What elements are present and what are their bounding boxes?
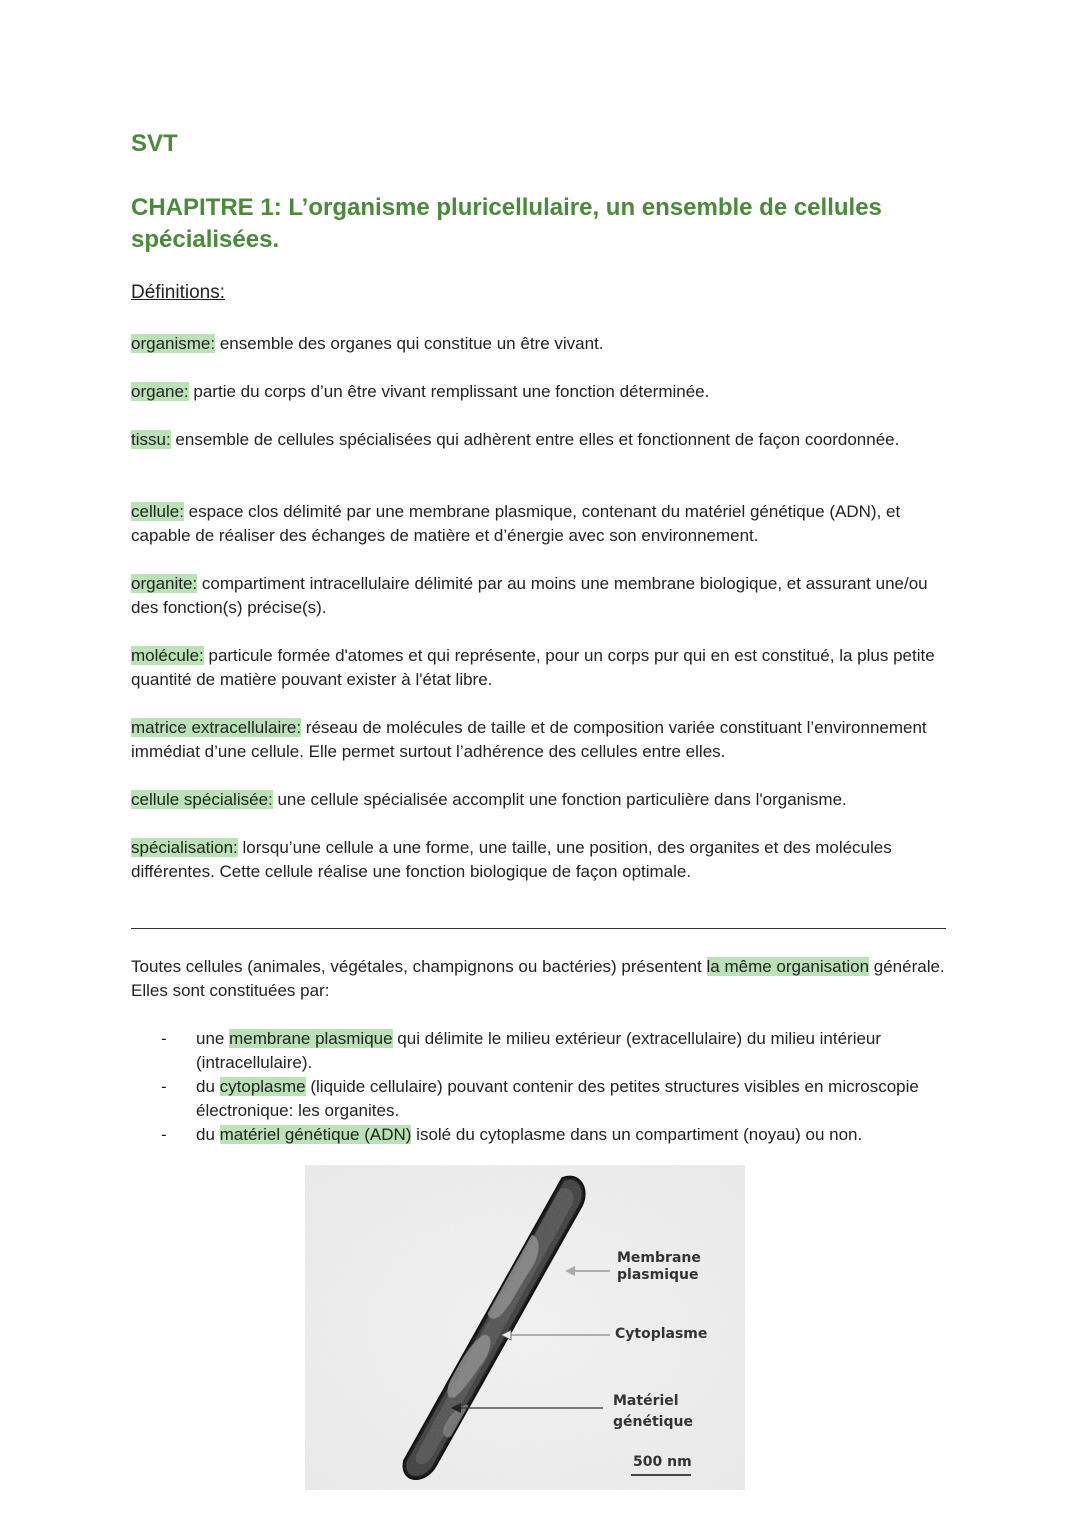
list-item-highlight: matériel génétique (ADN) xyxy=(219,1125,412,1144)
chapter-title: CHAPITRE 1: L’organisme pluricellulaire, un ensemble de cellules spécialisées. xyxy=(131,194,882,253)
definition-cellule-specialisee xyxy=(131,788,951,812)
organisation-list xyxy=(131,1027,951,1147)
definition-text: espace clos délimité par une membrane plasmique, contenant du matériel génétique (ADN), et capable de réaliser des échanges de matière et d’énergie avec son environnement. xyxy=(131,502,901,545)
definition-cellule xyxy=(131,500,951,548)
bullet-dash: - xyxy=(161,1077,167,1096)
list-item-highlight: membrane plasmique xyxy=(229,1029,393,1048)
definition-text: ensemble des organes qui constitue un être vivant. xyxy=(215,334,604,353)
definition-text: lorsqu’une cellule a une forme, une taille, une position, des organites et des molécules différentes. Cette cellule réalise une fonction biologique de façon optimale. xyxy=(131,838,892,881)
definition-text: particule formée d'atomes et qui représente, pour un corps pur qui en est constitué, la plus petite quantité de matière pouvant exister à l'état libre. xyxy=(131,646,935,689)
list-item-text: du xyxy=(196,1125,220,1144)
definition-matrice xyxy=(131,716,951,764)
definition-text: une cellule spécialisée accomplit une fonction particulière dans l'organisme. xyxy=(272,790,847,809)
label-line: plasmique xyxy=(617,1267,699,1283)
definition-specialisation xyxy=(131,836,951,884)
list-item xyxy=(131,1027,951,1075)
definition-term: spécialisation: xyxy=(131,838,238,857)
definition-text: réseau de molécules de taille et de composition variée constituant l’environnement immédiat d’une cellule. Elle permet surtout l’adhérence des cellules entre elles. xyxy=(131,718,927,761)
definition-molecule xyxy=(131,644,951,692)
definition-term: organe: xyxy=(131,382,189,401)
definition-organe xyxy=(131,380,951,404)
list-item-text: du xyxy=(196,1077,220,1096)
bullet-dash: - xyxy=(161,1125,167,1144)
definition-text: partie du corps d’un être vivant remplissant une fonction déterminée. xyxy=(188,382,710,401)
list-item-highlight: cytoplasme xyxy=(219,1077,306,1096)
definitions-heading: Définitions: xyxy=(131,282,225,303)
definition-term: tissu: xyxy=(131,430,171,449)
label-line: Matériel xyxy=(613,1393,679,1409)
definition-term: organite: xyxy=(131,574,198,593)
definition-term: cellule spécialisée: xyxy=(131,790,273,809)
label-membrane-plasmique xyxy=(617,1250,701,1284)
definition-term: matrice extracellulaire: xyxy=(131,718,302,737)
label-line: génétique xyxy=(613,1414,693,1430)
label-line: Membrane xyxy=(617,1250,701,1266)
intro-text: Toutes cellules (animales, végétales, champignons ou bactéries) présentent xyxy=(131,957,707,976)
definition-tissu xyxy=(131,428,951,452)
intro-text-end: générale. Elles sont constituées par: xyxy=(131,957,945,1000)
definition-term: cellule: xyxy=(131,502,184,521)
intro-paragraph xyxy=(131,955,951,1003)
definition-text: compartiment intracellulaire délimité par au moins une membrane biologique, et assurant une/ou des fonction(s) précise(s). xyxy=(131,574,928,617)
list-item xyxy=(131,1123,951,1147)
horizontal-divider xyxy=(131,928,946,929)
list-item-text-end: isolé du cytoplasme dans un compartiment (noyau) ou non. xyxy=(411,1125,863,1144)
list-item xyxy=(131,1075,951,1123)
list-item-text-end: (liquide cellulaire) pouvant contenir des petites structures visibles en microscopie électronique: les organites. xyxy=(196,1077,919,1120)
definition-organite xyxy=(131,572,951,620)
definition-organisme xyxy=(131,332,951,356)
intro-highlight: la même organisation xyxy=(706,957,870,976)
definition-term: molécule: xyxy=(131,646,204,665)
subject-title: SVT xyxy=(131,130,178,157)
list-item-text: une xyxy=(196,1029,230,1048)
scale-label: 500 nm xyxy=(633,1454,692,1470)
definition-text: ensemble de cellules spécialisées qui adhèrent entre elles et fonctionnent de façon coordonnée. xyxy=(170,430,900,449)
label-materiel-genetique xyxy=(613,1391,693,1433)
list-item-text-end: qui délimite le milieu extérieur (extracellulaire) du milieu intérieur (intracellulaire). xyxy=(196,1029,882,1072)
bullet-dash: - xyxy=(161,1029,167,1048)
label-cytoplasme: Cytoplasme xyxy=(615,1326,708,1342)
bacterium-micrograph-figure xyxy=(305,1165,745,1490)
definition-term: organisme: xyxy=(131,334,216,353)
